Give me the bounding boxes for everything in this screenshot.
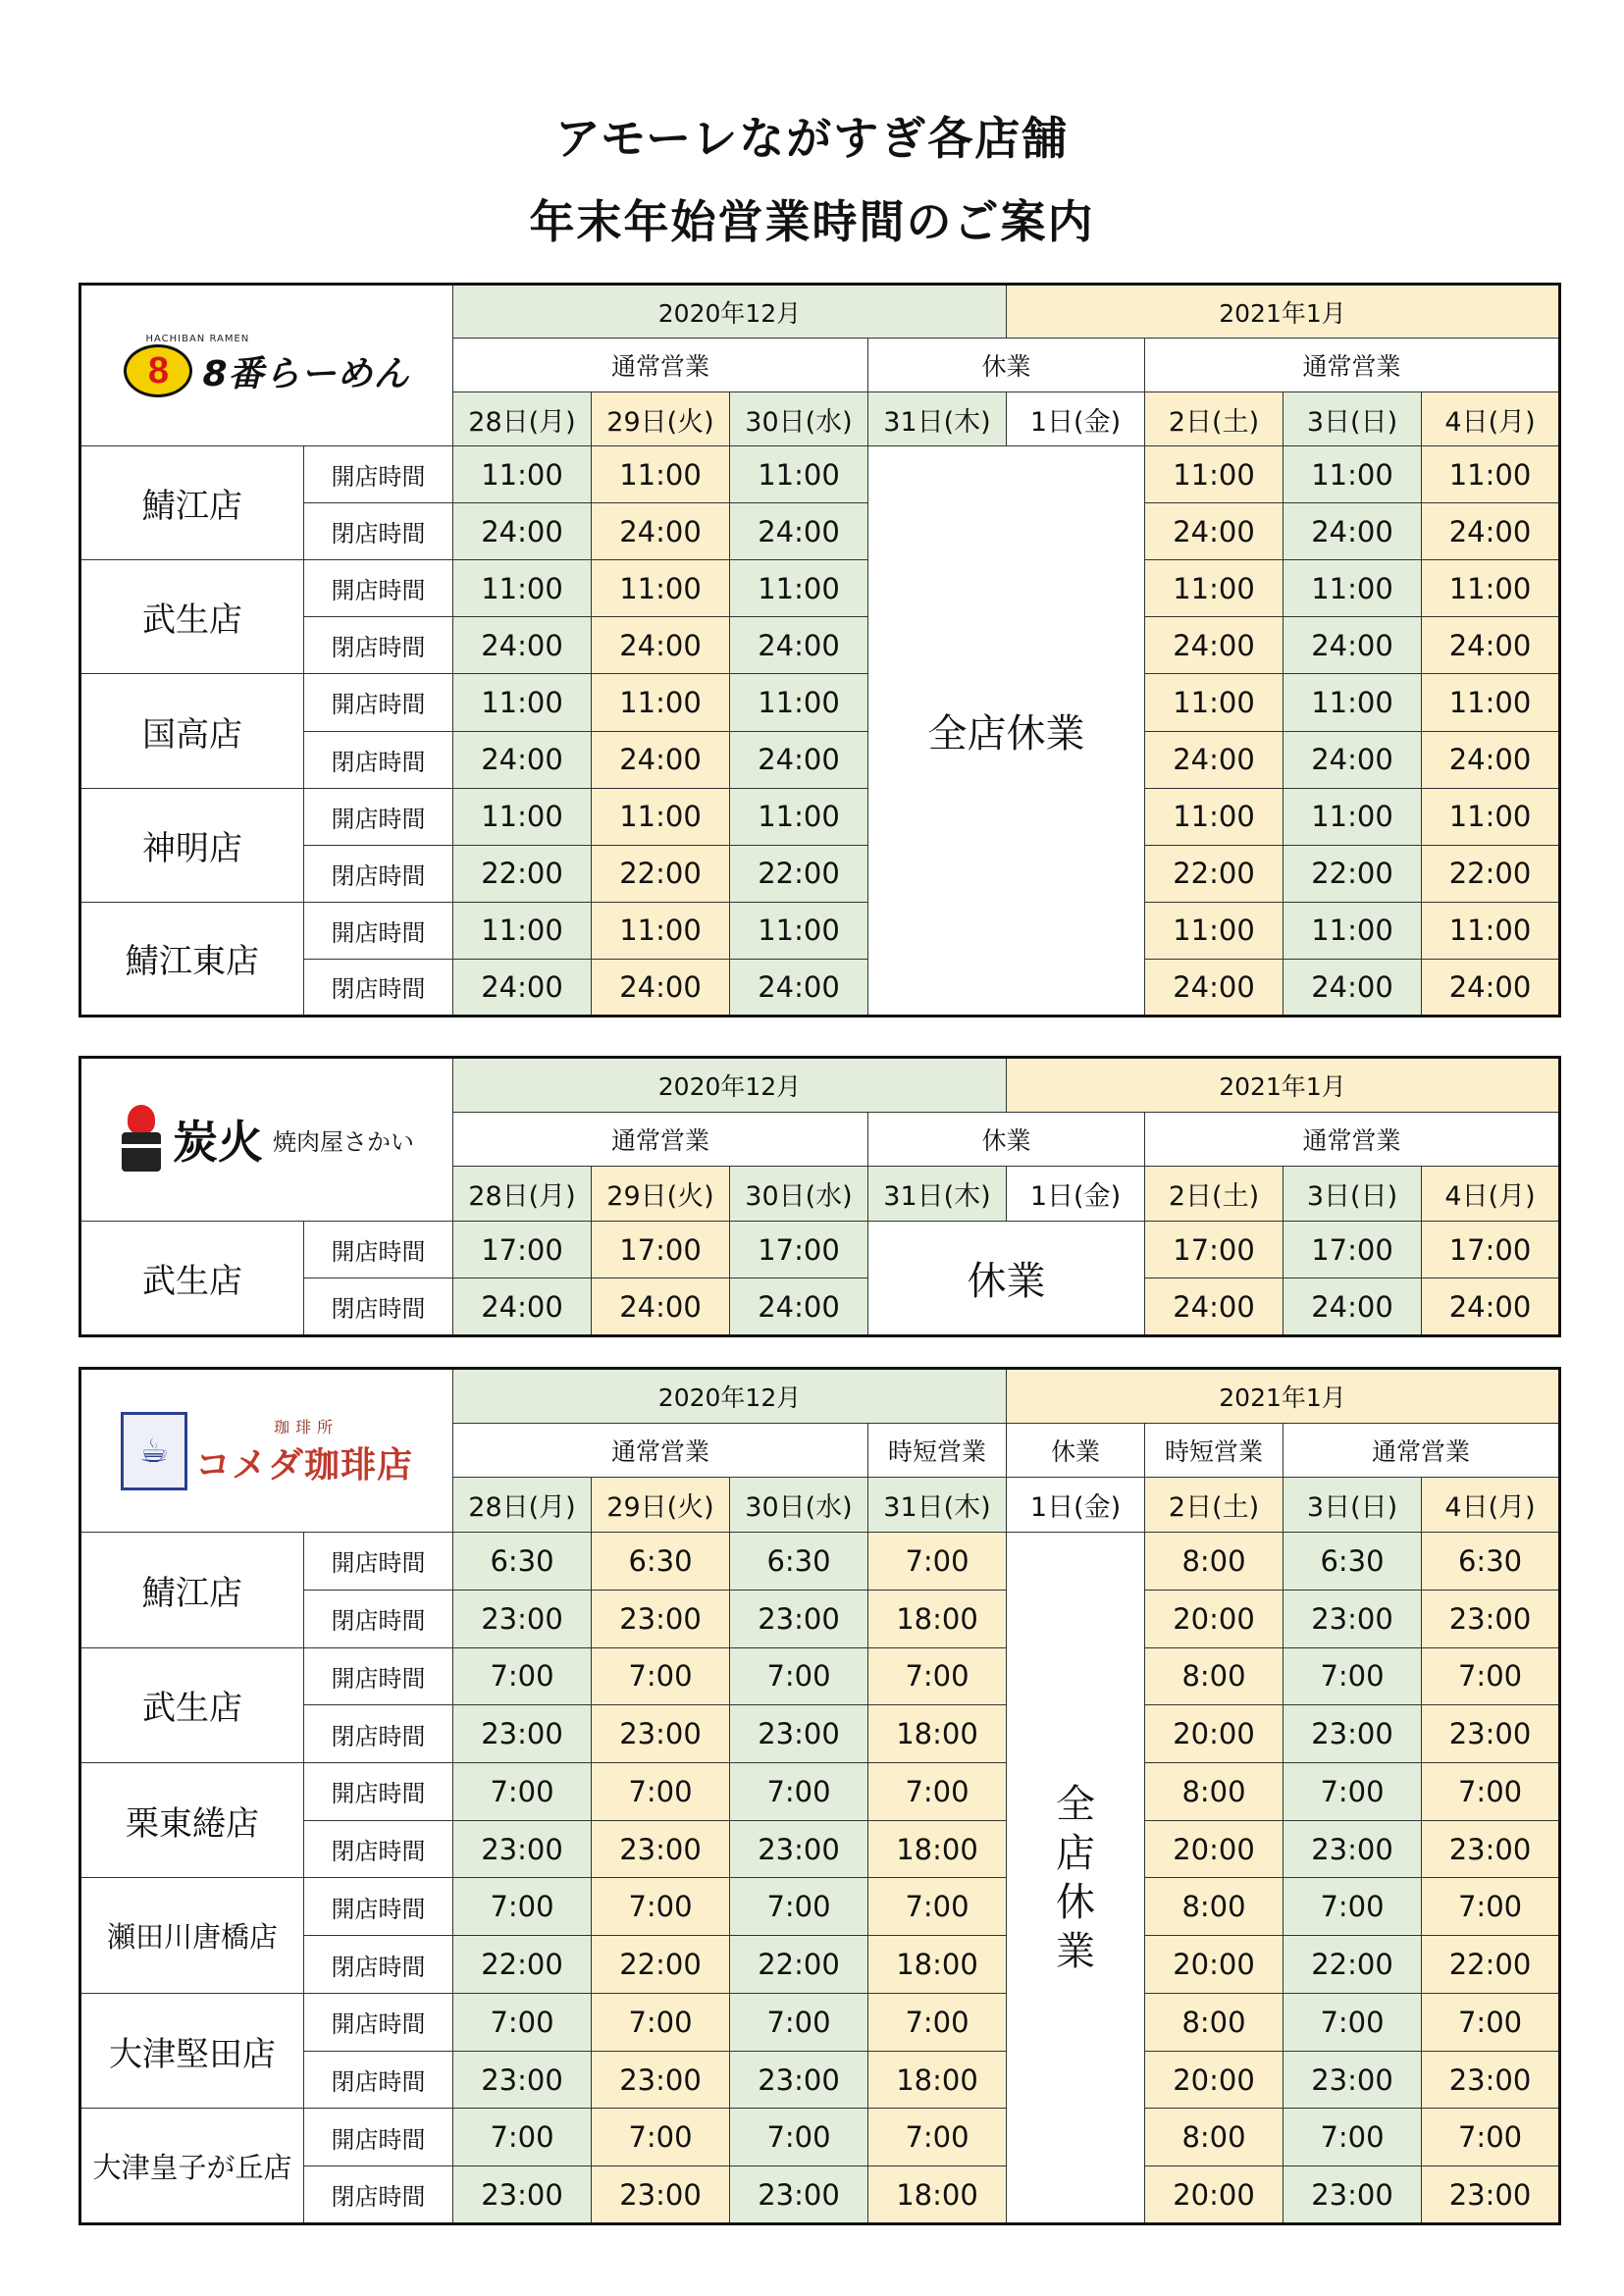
logo-subtext: 珈琲所 — [274, 1417, 340, 1436]
open-time-cell: 7:00 — [453, 1993, 592, 2051]
day-header: 3日(日) — [1283, 1167, 1422, 1222]
open-time-label: 開店時間 — [304, 902, 453, 959]
eight-icon: 8 — [124, 344, 192, 397]
close-time-label: 閉店時間 — [304, 845, 453, 902]
close-time-label: 閉店時間 — [304, 1936, 453, 1994]
store-name: 瀬田川唐橋店 — [80, 1878, 304, 1993]
open-time-label: 開店時間 — [304, 1993, 453, 2051]
store-name: 武生店 — [80, 1647, 304, 1762]
day-header: 2日(土) — [1145, 392, 1283, 446]
close-time-cell: 23:00 — [453, 1705, 592, 1763]
close-time-cell: 22:00 — [453, 845, 592, 902]
business-type-header: 時短営業 — [868, 1423, 1007, 1478]
close-time-cell: 24:00 — [1145, 959, 1283, 1016]
open-time-cell: 17:00 — [453, 1221, 592, 1278]
sumibi-logo — [80, 1058, 453, 1222]
close-time-label: 閉店時間 — [304, 2166, 453, 2224]
month-header-jan: 2021年1月 — [1007, 1369, 1560, 1424]
open-time-cell: 11:00 — [730, 902, 868, 959]
open-time-cell: 7:00 — [730, 1647, 868, 1705]
close-time-cell: 23:00 — [1283, 1820, 1422, 1878]
komeda-logo-mark — [121, 1412, 413, 1490]
open-time-cell: 7:00 — [592, 2109, 730, 2166]
day-header: 1日(金) — [1007, 1167, 1145, 1222]
close-time-cell: 24:00 — [1422, 1278, 1560, 1336]
close-time-cell: 24:00 — [1145, 617, 1283, 674]
day-header: 30日(水) — [730, 1478, 868, 1533]
logo-subtext: 焼肉屋さかい — [273, 1127, 414, 1156]
open-time-cell: 7:00 — [1422, 1763, 1560, 1821]
open-time-cell: 11:00 — [730, 788, 868, 845]
close-time-cell: 24:00 — [453, 731, 592, 788]
page-title-line2: 年末年始営業時間のご案内 — [529, 195, 1095, 248]
open-time-cell: 7:00 — [453, 2109, 592, 2166]
business-type-header: 通常営業 — [1145, 339, 1560, 392]
close-time-cell: 22:00 — [1283, 1936, 1422, 1994]
open-time-cell: 11:00 — [1145, 446, 1283, 503]
business-type-header: 休業 — [1007, 1423, 1145, 1478]
day-header: 31日(木) — [868, 392, 1007, 446]
open-time-label: 開店時間 — [304, 1763, 453, 1821]
open-time-cell: 7:00 — [868, 1878, 1007, 1936]
close-time-cell: 23:00 — [730, 1590, 868, 1647]
open-time-cell: 11:00 — [453, 560, 592, 617]
open-time-cell: 7:00 — [730, 1993, 868, 2051]
business-type-header: 休業 — [868, 339, 1145, 392]
close-time-cell: 24:00 — [730, 503, 868, 560]
close-time-cell: 22:00 — [730, 1936, 868, 1994]
day-header: 4日(月) — [1422, 392, 1560, 446]
close-time-cell: 24:00 — [1283, 1278, 1422, 1336]
day-header: 28日(月) — [453, 1167, 592, 1222]
close-time-cell: 23:00 — [592, 1590, 730, 1647]
close-time-cell: 24:00 — [1145, 731, 1283, 788]
open-time-cell: 11:00 — [1283, 788, 1422, 845]
close-time-cell: 23:00 — [730, 2051, 868, 2109]
open-time-cell: 7:00 — [453, 1647, 592, 1705]
closed-notice — [1007, 1533, 1145, 2224]
open-time-cell: 7:00 — [868, 1993, 1007, 2051]
close-time-cell: 24:00 — [1145, 503, 1283, 560]
close-time-cell: 20:00 — [1145, 1820, 1283, 1878]
open-time-cell: 11:00 — [592, 902, 730, 959]
open-time-cell: 7:00 — [730, 2109, 868, 2166]
page-title-line1: アモーレながすぎ各店舗 — [554, 112, 1070, 165]
store-name: 鯖江店 — [80, 446, 304, 560]
day-header: 28日(月) — [453, 392, 592, 446]
open-time-cell: 7:00 — [868, 1533, 1007, 1591]
close-time-cell: 24:00 — [453, 617, 592, 674]
open-time-label: 開店時間 — [304, 1533, 453, 1591]
store-name: 栗東綣店 — [80, 1763, 304, 1878]
business-type-header: 時短営業 — [1145, 1423, 1283, 1478]
close-time-cell: 22:00 — [453, 1936, 592, 1994]
close-time-cell: 18:00 — [868, 1820, 1007, 1878]
open-time-cell: 7:00 — [1422, 1993, 1560, 2051]
close-time-cell: 20:00 — [1145, 1590, 1283, 1647]
close-time-cell: 22:00 — [730, 845, 868, 902]
close-time-label: 閉店時間 — [304, 2051, 453, 2109]
close-time-cell: 24:00 — [1283, 503, 1422, 560]
open-time-cell: 7:00 — [592, 1763, 730, 1821]
open-time-label: 開店時間 — [304, 674, 453, 731]
open-time-cell: 11:00 — [592, 788, 730, 845]
day-header: 2日(土) — [1145, 1167, 1283, 1222]
close-time-cell: 23:00 — [1283, 2166, 1422, 2224]
open-time-cell: 7:00 — [592, 1993, 730, 2051]
close-time-label: 閉店時間 — [304, 503, 453, 560]
hachiban-logo-mark — [124, 334, 409, 397]
month-header-jan: 2021年1月 — [1007, 285, 1560, 339]
open-time-cell: 11:00 — [453, 902, 592, 959]
open-time-cell: 8:00 — [1145, 1878, 1283, 1936]
closed-notice: 休業 — [868, 1221, 1145, 1335]
open-time-cell: 11:00 — [1283, 560, 1422, 617]
store-name: 武生店 — [80, 560, 304, 674]
close-time-label: 閉店時間 — [304, 617, 453, 674]
open-time-label: 開店時間 — [304, 1647, 453, 1705]
open-time-label: 開店時間 — [304, 446, 453, 503]
open-time-cell: 7:00 — [1283, 2109, 1422, 2166]
close-time-cell: 20:00 — [1145, 1936, 1283, 1994]
open-time-cell: 11:00 — [1145, 902, 1283, 959]
close-time-cell: 18:00 — [868, 1705, 1007, 1763]
open-time-cell: 7:00 — [730, 1763, 868, 1821]
business-type-header: 通常営業 — [1283, 1423, 1560, 1478]
store-name: 大津堅田店 — [80, 1993, 304, 2108]
sumibi-logo-mark — [120, 1105, 414, 1174]
hachiban-logo — [80, 285, 453, 446]
close-time-cell: 24:00 — [453, 503, 592, 560]
close-time-cell: 24:00 — [1422, 617, 1560, 674]
logo-text: 炭火 — [173, 1116, 263, 1170]
open-time-cell: 11:00 — [730, 446, 868, 503]
close-time-cell: 23:00 — [453, 2166, 592, 2224]
close-time-cell: 24:00 — [1283, 731, 1422, 788]
open-time-cell: 8:00 — [1145, 1993, 1283, 2051]
open-time-label: 開店時間 — [304, 2109, 453, 2166]
open-time-cell: 7:00 — [1283, 1993, 1422, 2051]
open-time-cell: 17:00 — [1145, 1221, 1283, 1278]
open-time-cell: 7:00 — [592, 1647, 730, 1705]
open-time-cell: 7:00 — [1283, 1878, 1422, 1936]
day-header: 1日(金) — [1007, 392, 1145, 446]
close-time-cell: 24:00 — [1422, 731, 1560, 788]
open-time-cell: 11:00 — [730, 674, 868, 731]
open-time-cell: 11:00 — [1422, 902, 1560, 959]
close-time-cell: 23:00 — [1422, 1705, 1560, 1763]
open-time-cell: 17:00 — [1422, 1221, 1560, 1278]
close-time-cell: 23:00 — [730, 1705, 868, 1763]
grill-icon — [120, 1105, 163, 1174]
close-time-cell: 23:00 — [730, 1820, 868, 1878]
close-time-cell: 24:00 — [1422, 503, 1560, 560]
closed-notice-text: 全店休業 — [1056, 1781, 1096, 1974]
store-name: 大津皇子が丘店 — [80, 2109, 304, 2224]
open-time-cell: 11:00 — [592, 560, 730, 617]
open-time-cell: 7:00 — [453, 1763, 592, 1821]
open-time-cell: 6:30 — [453, 1533, 592, 1591]
store-name: 鯖江東店 — [80, 902, 304, 1016]
day-header: 31日(木) — [868, 1167, 1007, 1222]
open-time-cell: 7:00 — [868, 1647, 1007, 1705]
close-time-cell: 18:00 — [868, 2166, 1007, 2224]
open-time-cell: 17:00 — [1283, 1221, 1422, 1278]
close-time-cell: 18:00 — [868, 2051, 1007, 2109]
open-time-cell: 11:00 — [1422, 788, 1560, 845]
business-type-header: 通常営業 — [1145, 1112, 1560, 1167]
open-time-cell: 11:00 — [1422, 560, 1560, 617]
open-time-cell: 8:00 — [1145, 1647, 1283, 1705]
close-time-cell: 22:00 — [1145, 845, 1283, 902]
day-header: 3日(日) — [1283, 392, 1422, 446]
close-time-cell: 23:00 — [592, 2166, 730, 2224]
open-time-cell: 7:00 — [1283, 1647, 1422, 1705]
close-time-cell: 23:00 — [1422, 1590, 1560, 1647]
close-time-cell: 23:00 — [592, 1820, 730, 1878]
close-time-cell: 23:00 — [1283, 2051, 1422, 2109]
close-time-cell: 23:00 — [1283, 1705, 1422, 1763]
open-time-cell: 7:00 — [868, 1763, 1007, 1821]
open-time-label: 開店時間 — [304, 788, 453, 845]
open-time-cell: 11:00 — [453, 674, 592, 731]
store-name: 神明店 — [80, 788, 304, 902]
close-time-cell: 22:00 — [1422, 845, 1560, 902]
open-time-cell: 11:00 — [1422, 446, 1560, 503]
close-time-cell: 22:00 — [592, 845, 730, 902]
open-time-cell: 8:00 — [1145, 1763, 1283, 1821]
open-time-cell: 11:00 — [1422, 674, 1560, 731]
day-header: 3日(日) — [1283, 1478, 1422, 1533]
open-time-cell: 7:00 — [1422, 1878, 1560, 1936]
open-time-cell: 7:00 — [1283, 1763, 1422, 1821]
business-type-header: 通常営業 — [453, 1423, 868, 1478]
store-name: 武生店 — [80, 1221, 304, 1335]
close-time-cell: 24:00 — [592, 731, 730, 788]
close-time-cell: 23:00 — [592, 1705, 730, 1763]
business-type-header: 通常営業 — [453, 339, 868, 392]
day-header: 30日(水) — [730, 1167, 868, 1222]
sumibi-schedule-table — [79, 1056, 1561, 1337]
close-time-cell: 24:00 — [730, 959, 868, 1016]
month-header-jan: 2021年1月 — [1007, 1058, 1560, 1113]
open-time-cell: 11:00 — [1145, 788, 1283, 845]
store-name: 国高店 — [80, 674, 304, 788]
store-name: 鯖江店 — [80, 1533, 304, 1647]
close-time-cell: 23:00 — [730, 2166, 868, 2224]
close-time-label: 閉店時間 — [304, 731, 453, 788]
open-time-cell: 11:00 — [453, 788, 592, 845]
logo-subtext: HACHIBAN RAMEN — [145, 334, 250, 345]
open-time-cell: 11:00 — [592, 674, 730, 731]
close-time-cell: 23:00 — [1422, 2051, 1560, 2109]
close-time-cell: 24:00 — [730, 617, 868, 674]
coffee-emblem-icon: ☕ — [121, 1412, 187, 1490]
close-time-label: 閉店時間 — [304, 1705, 453, 1763]
close-time-cell: 24:00 — [592, 1278, 730, 1336]
open-time-label: 開店時間 — [304, 1221, 453, 1278]
open-time-cell: 6:30 — [1422, 1533, 1560, 1591]
close-time-cell: 22:00 — [1283, 845, 1422, 902]
open-time-cell: 7:00 — [592, 1878, 730, 1936]
close-time-cell: 23:00 — [453, 1590, 592, 1647]
open-time-cell: 11:00 — [1283, 902, 1422, 959]
open-time-cell: 6:30 — [592, 1533, 730, 1591]
close-time-label: 閉店時間 — [304, 1590, 453, 1647]
business-type-header: 休業 — [868, 1112, 1145, 1167]
open-time-cell: 7:00 — [1422, 1647, 1560, 1705]
open-time-cell: 11:00 — [592, 446, 730, 503]
close-time-cell: 24:00 — [592, 617, 730, 674]
close-time-cell: 22:00 — [1422, 1936, 1560, 1994]
close-time-cell: 24:00 — [592, 503, 730, 560]
close-time-cell: 24:00 — [592, 959, 730, 1016]
day-header: 4日(月) — [1422, 1167, 1560, 1222]
close-time-cell: 24:00 — [1422, 959, 1560, 1016]
close-time-cell: 18:00 — [868, 1936, 1007, 1994]
open-time-cell: 11:00 — [730, 560, 868, 617]
open-time-cell: 11:00 — [1145, 674, 1283, 731]
open-time-cell: 17:00 — [592, 1221, 730, 1278]
close-time-cell: 22:00 — [592, 1936, 730, 1994]
month-header-dec: 2020年12月 — [453, 1058, 1007, 1113]
open-time-cell: 7:00 — [730, 1878, 868, 1936]
close-time-label: 閉店時間 — [304, 1278, 453, 1336]
logo-text: コメダ珈琲店 — [195, 1444, 414, 1486]
close-time-label: 閉店時間 — [304, 1820, 453, 1878]
close-time-cell: 20:00 — [1145, 2051, 1283, 2109]
open-time-cell: 11:00 — [1145, 560, 1283, 617]
month-header-dec: 2020年12月 — [453, 1369, 1007, 1424]
close-time-cell: 24:00 — [1283, 617, 1422, 674]
day-header: 30日(水) — [730, 392, 868, 446]
komeda-schedule-table — [79, 1367, 1561, 2225]
day-header: 29日(火) — [592, 1478, 730, 1533]
day-header: 29日(火) — [592, 1167, 730, 1222]
close-time-cell: 23:00 — [453, 1820, 592, 1878]
open-time-cell: 17:00 — [730, 1221, 868, 1278]
close-time-cell: 20:00 — [1145, 2166, 1283, 2224]
close-time-cell: 23:00 — [1422, 1820, 1560, 1878]
open-time-cell: 7:00 — [868, 2109, 1007, 2166]
open-time-cell: 6:30 — [730, 1533, 868, 1591]
day-header: 28日(月) — [453, 1478, 592, 1533]
day-header: 29日(火) — [592, 392, 730, 446]
close-time-cell: 24:00 — [730, 1278, 868, 1336]
close-time-cell: 24:00 — [1145, 1278, 1283, 1336]
close-time-cell: 23:00 — [1422, 2166, 1560, 2224]
day-header: 1日(金) — [1007, 1478, 1145, 1533]
logo-text: 8番らーめん — [202, 353, 410, 394]
open-time-label: 開店時間 — [304, 1878, 453, 1936]
hachiban-schedule-table — [79, 283, 1561, 1018]
close-time-cell: 23:00 — [592, 2051, 730, 2109]
open-time-cell: 11:00 — [453, 446, 592, 503]
open-time-cell: 7:00 — [453, 1878, 592, 1936]
day-header: 4日(月) — [1422, 1478, 1560, 1533]
month-header-dec: 2020年12月 — [453, 285, 1007, 339]
close-time-cell: 23:00 — [453, 2051, 592, 2109]
day-header: 31日(木) — [868, 1478, 1007, 1533]
day-header: 2日(土) — [1145, 1478, 1283, 1533]
komeda-logo — [80, 1369, 453, 1533]
close-time-cell: 24:00 — [453, 959, 592, 1016]
close-time-label: 閉店時間 — [304, 959, 453, 1016]
closed-notice: 全店休業 — [868, 446, 1145, 1017]
open-time-cell: 8:00 — [1145, 1533, 1283, 1591]
close-time-cell: 18:00 — [868, 1590, 1007, 1647]
open-time-cell: 8:00 — [1145, 2109, 1283, 2166]
open-time-label: 開店時間 — [304, 560, 453, 617]
open-time-cell: 7:00 — [1422, 2109, 1560, 2166]
close-time-cell: 24:00 — [1283, 959, 1422, 1016]
open-time-cell: 6:30 — [1283, 1533, 1422, 1591]
business-type-header: 通常営業 — [453, 1112, 868, 1167]
open-time-cell: 11:00 — [1283, 446, 1422, 503]
close-time-cell: 24:00 — [453, 1278, 592, 1336]
close-time-cell: 24:00 — [730, 731, 868, 788]
open-time-cell: 11:00 — [1283, 674, 1422, 731]
close-time-cell: 20:00 — [1145, 1705, 1283, 1763]
close-time-cell: 23:00 — [1283, 1590, 1422, 1647]
